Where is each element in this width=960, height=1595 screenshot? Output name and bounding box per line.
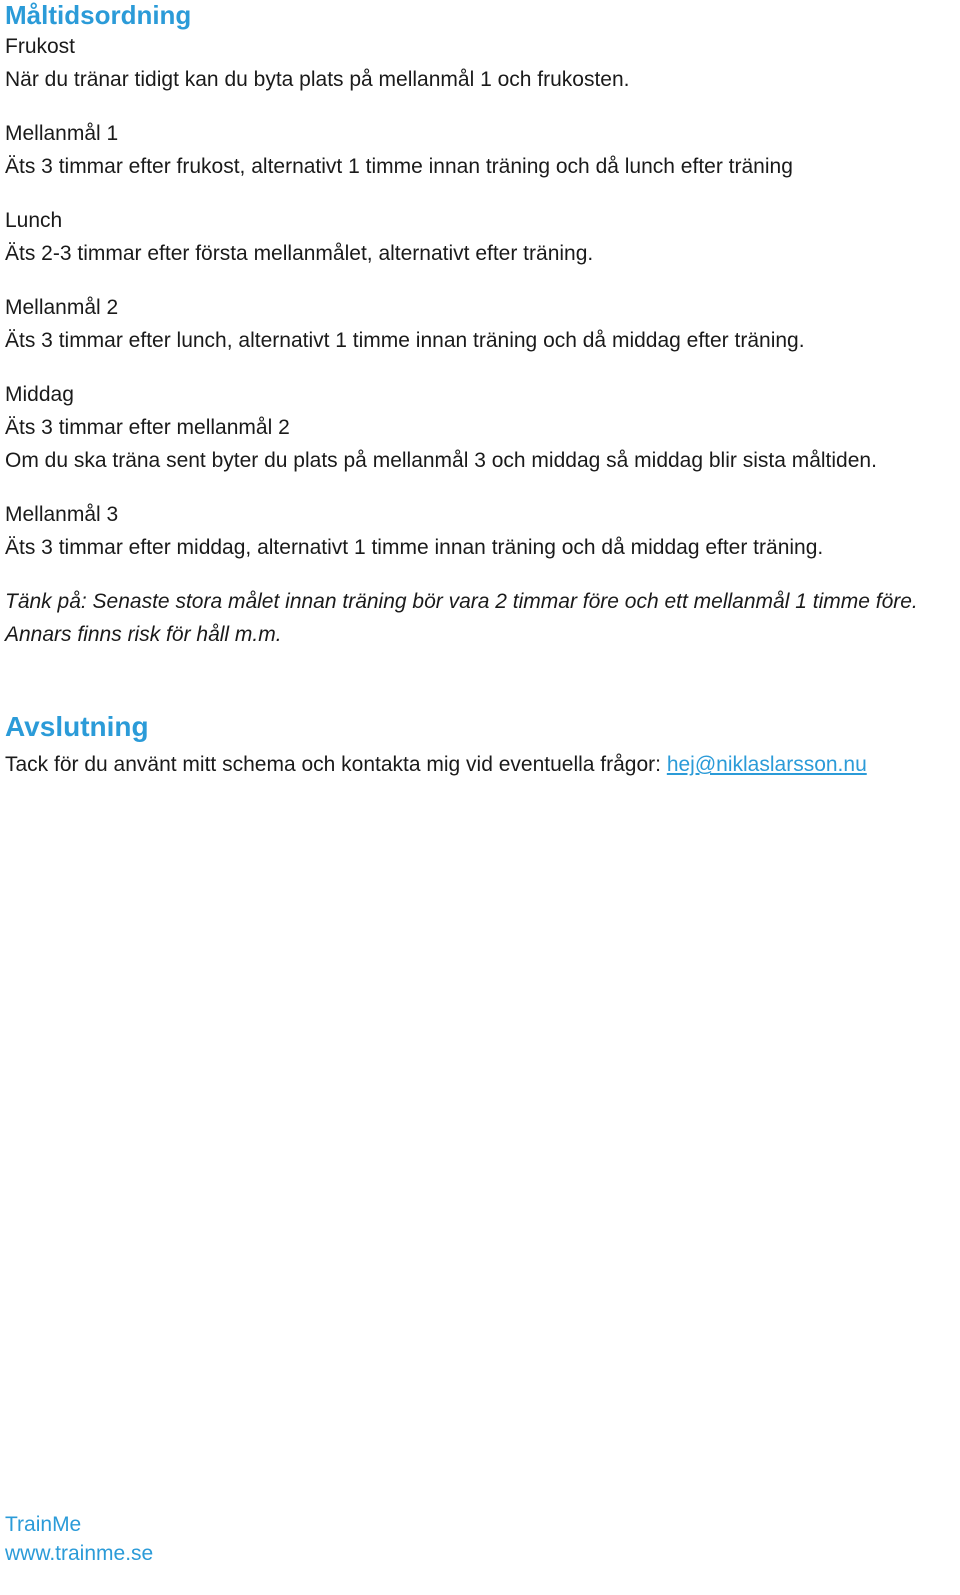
footer-url[interactable]: www.trainme.se — [5, 1542, 154, 1565]
section-title: Måltidsordning — [5, 0, 192, 30]
meal-label: Mellanmål 3 — [5, 503, 119, 526]
meal-label: Mellanmål 1 — [5, 122, 119, 145]
meal-description: Om du ska träna sent byter du plats på mellanmål 3 och middag så middag blir sista måltiden. — [5, 449, 877, 472]
closing-title: Avslutning — [5, 711, 149, 742]
email-link[interactable]: hej@niklaslarsson.nu — [666, 753, 867, 776]
meal-block-mellanmal-1 — [5, 117, 955, 183]
meal-description: Äts 3 timmar efter lunch, alternativt 1 timme innan träning och då middag efter träning. — [5, 329, 805, 352]
meal-description: Äts 3 timmar efter frukost, alternativt 1 timme innan träning och då lunch efter träning — [5, 155, 793, 178]
meal-description: När du tränar tidigt kan du byta plats på mellanmål 1 och frukosten. — [5, 68, 630, 91]
closing-text: Tack för du använt mitt schema och kontakta mig vid eventuella frågor: — [5, 753, 667, 776]
meal-description: Äts 2-3 timmar efter första mellanmålet, alternativt efter träning. — [5, 242, 594, 265]
meal-description: Äts 3 timmar efter mellanmål 2 — [5, 416, 290, 439]
meal-schedule-section — [5, 0, 955, 651]
meal-label: Frukost — [5, 35, 76, 58]
meal-block-frukost — [5, 30, 955, 96]
meal-block-middag — [5, 378, 955, 477]
closing-paragraph — [5, 748, 955, 781]
meal-label: Middag — [5, 383, 74, 406]
closing-section — [5, 710, 955, 781]
meal-block-mellanmal-3 — [5, 498, 955, 564]
meal-block-lunch — [5, 204, 955, 270]
meal-description: Äts 3 timmar efter middag, alternativt 1 timme innan träning och då middag efter träning. — [5, 536, 824, 559]
page-footer — [5, 1510, 153, 1568]
tip-note — [5, 585, 955, 651]
meal-block-mellanmal-2 — [5, 291, 955, 357]
meal-label: Mellanmål 2 — [5, 296, 119, 319]
tip-line: Tänk på: Senaste stora målet innan träning bör vara 2 timmar före och ett mellanmål 1 timme före. — [5, 590, 918, 613]
meal-label: Lunch — [5, 209, 63, 232]
footer-brand: TrainMe — [5, 1513, 82, 1536]
tip-line: Annars finns risk för håll m.m. — [5, 623, 282, 646]
